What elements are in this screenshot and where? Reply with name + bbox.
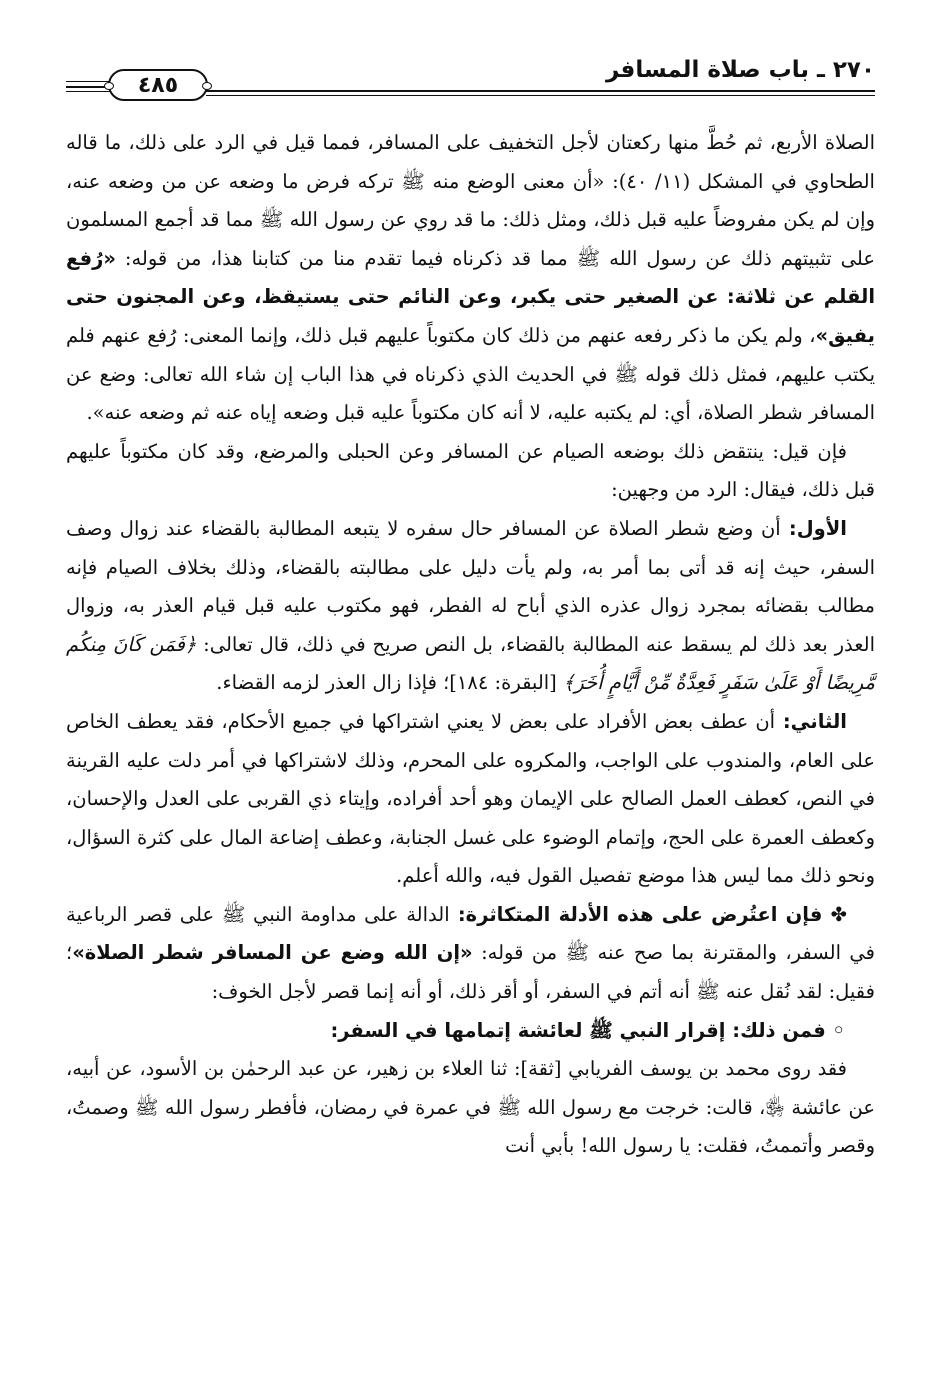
- text-run: «أن معنى الوضع منه ﷺ تركه فرض ما وضعه عن من وضعه عنه، وإن لم يكن مفروضاً عليه قبل ذلك، ومثل ذلك: ما قد روي عن رسول الله ﷺ مما قد أجمع المسلمون على تثبيتهم ذلك عن رسول الله ﷺ مما قد ذكرناه فيما تقدم منا من كتابنا هذا، من قوله:: [66, 169, 875, 270]
- text-run: الدالة على مداومة النبي ﷺ على قصر الرباعية في السفر، والمقترنة بما صح عنه ﷺ من قوله:: [66, 902, 875, 965]
- header-rule-left: [66, 81, 110, 82]
- bold-phrase: الثاني:: [775, 709, 847, 733]
- quran-verse: ﴿فَمَن كَانَ مِنكُم مَّرِيضًا أَوْ عَلَىٰ سَفَرٍ فَعِدَّةٌ مِّنْ أَيَّامٍ أُخَرَ﴾: [66, 632, 875, 695]
- paragraph-first-answer: [66, 510, 875, 703]
- body-text: [66, 124, 875, 1166]
- text-run: الصلاة الأربع، ثم حُطَّ منها ركعتان لأجل التخفيف على المسافر، فمما قيل في الرد على ذلك، ما قاله الطحاوي في المشكل (١١/ ٤٠):: [66, 131, 875, 193]
- bold-phrase: ✤ فإن اعتُرض على هذه الأدلة المتكاثرة:: [449, 902, 847, 926]
- text-run: أن عطف بعض الأفراد على بعض لا يعني اشتراكها في جميع الأحكام، فقد يعطف الخاص على العام، والمندوب على الواجب، والمكروه على المحرم، وذلك لاشتراكها في أمر دلت عليه القرينة في النص، كعطف العمل الصالح على الإيمان وهو أحد أفراده، وإيتاء ذي القربى على العدل والإحسان، وكعطف العمرة على الحج، وإتمام الوضوء على غسل الجنابة، وعطف إضاعة المال على كثرة السؤال، ونحو ذلك مما ليس هذا موضع تفصيل القول فيه، والله أعلم.: [66, 709, 875, 888]
- paragraph-narration: [66, 1050, 875, 1166]
- paragraph-second-answer: [66, 703, 875, 896]
- header-rule-thin: [206, 95, 875, 96]
- text-run: فقد روى محمد بن يوسف الفريابي [ثقة]: ثنا العلاء بن زهير، عن عبد الرحمٰن بن الأسود، عن أبيه، عن عائشة ﵂، قالت: خرجت مع رسول الله ﷺ في عمرة في رمضان، فأفطر رسول الله ﷺ وصمتُ، وقصر وأتممتُ، فقلت: يا رسول الله! بأبي أنت: [66, 1057, 875, 1158]
- text-run: فإن قيل: ينتقض ذلك بوضعه الصيام عن المسافر وعن الحبلى والمرضع، وقد كان مكتوباً عليهم قبل ذلك، فيقال: الرد من وجهين:: [66, 439, 875, 502]
- paragraph-further-objection: [66, 896, 875, 1012]
- bold-phrase: الأول:: [780, 516, 847, 540]
- text-run: ، ولم يكن ما ذكر رفعه عنهم من ذلك كان مكتوباً عليهم قبل ذلك، وإنما المعنى: رُفع عنهم فلم يكتب عليهم، فمثل ذلك قوله ﷺ في الحديث الذي ذكرناه في هذا الباب إن شاء الله تعالى: وضع عن المسافر شطر الصلاة، أي: لم يكتبه عليه، لا أنه كان مكتوباً عليه قبل وضعه إياه عنه ثم وضعه عنه».: [66, 323, 875, 425]
- paragraph-objection: [66, 433, 875, 510]
- running-title: ٢٧٠ ـ باب صلاة المسافر: [605, 57, 875, 83]
- bold-phrase: ◦ فمن ذلك: إقرار النبي ﷺ لعائشة إتمامها في السفر:: [330, 1018, 845, 1042]
- header-rule-left: [66, 91, 110, 92]
- text-run: ؛ فقيل: لقد نُقل عنه ﷺ أنه أتم في السفر، أو أقر ذلك، أو أنه إنما قصر لأجل الخوف:: [66, 941, 875, 1004]
- page-header: [66, 55, 875, 105]
- bold-phrase: «رُفع القلم عن ثلاثة: عن الصغير حتى يكبر، وعن النائم حتى يستيقظ، وعن المجنون حتى يفيق»: [66, 246, 875, 347]
- text-run: [البقرة: ١٨٤]؛ فإذا زال العذر لزمه القضاء.: [216, 671, 563, 695]
- text-run: أن وضع شطر الصلاة عن المسافر حال سفره لا يتبعه المطالبة بالقضاء عند زوال وصف السفر، حيث إنه قد أتى بما أمر به، ولم يأت دليل على مطالبته بالقضاء، وذلك بخلاف الصيام فإنه مطالب بقضائه بمجرد زوال عذره الذي أباح له الفطر، فهو مكتوب عليه قبل قيام العذر به، وزوال العذر بعد ذلك لم يسقط عنه المطالبة بالقضاء، بل النص صريح في ذلك، قال تعالى:: [66, 516, 875, 656]
- section-heading: [66, 1012, 875, 1051]
- header-rule: [206, 90, 875, 92]
- page-number: ٤٨٥: [108, 69, 208, 101]
- paragraph-pretext: [66, 124, 875, 433]
- bold-phrase: «إن الله وضع عن المسافر شطر الصلاة»: [72, 941, 473, 965]
